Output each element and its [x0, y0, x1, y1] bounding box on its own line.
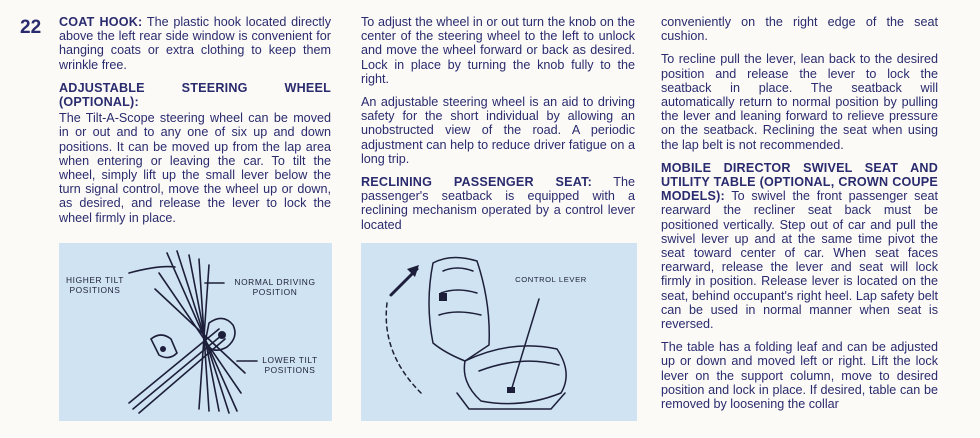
- steering-wheel-text: The Tilt-A-Scope steering wheel can be moved in or out and to any one of six up and down positions. It can be moved up from the lap area when entering or leaving the car. To tilt the wheel, simply lift up the small lever below the turn signal control, move the wheel up or down, as desired, and release the lever to lock the wheel firmly in place.: [59, 111, 331, 225]
- steering-wheel-drawing: [59, 243, 332, 421]
- seatback-outline: [429, 257, 489, 361]
- control-lever-pointer: [511, 299, 539, 391]
- steering-wheel-heading: ADJUSTABLE STEERING WHEEL (OPTIONAL):: [59, 80, 331, 110]
- column-3: [661, 15, 938, 420]
- seatback-stitch-2: [441, 290, 477, 293]
- swivel-seat-heading: MOBILE DIRECTOR SWIVEL SEAT AND UTILITY TABLE (OPTIONAL, CROWN COUPE MODELS):: [661, 160, 938, 204]
- swivel-seat-paragraph: [661, 161, 938, 331]
- side-knob: [439, 293, 447, 301]
- lever-handle: [507, 387, 515, 393]
- reclining-seat-heading: RECLINING PASSENGER SEAT:: [361, 175, 592, 190]
- utility-table-paragraph: The table has a folding leaf and can be adjusted up or down and moved left or right. Lift the lock lever on the support column, move to desired position and lock in place. If desired, table can be removed by loosening the collar: [661, 340, 938, 412]
- reclining-seat-text: The passenger's seatback is equipped with a reclining mechanism operated by a control lever located: [361, 175, 635, 232]
- seatback-stitch-1: [443, 268, 473, 271]
- recline-arc: [386, 303, 421, 393]
- recline-instructions-paragraph: To recline pull the lever, lean back to the desired position and release the lever to lock the seatback in place. The seatback will automatically return to normal position by pulling the lever and leaning forward to relieve pressure on the seatback. Reclining the seat when using the lap belt is not recommended.: [661, 52, 938, 152]
- steering-wheel-illustration: [59, 243, 332, 421]
- coat-hook-heading: COAT HOOK:: [59, 15, 143, 29]
- seat-base: [457, 393, 565, 409]
- seatback-stitch-3: [439, 312, 481, 315]
- column-2: [361, 15, 635, 241]
- lower-tilt-label: LOWER TILT POSITIONS: [262, 355, 318, 375]
- page-number: 22: [20, 17, 42, 38]
- adjust-wheel-paragraph: To adjust the wheel in or out turn the knob on the center of the steering wheel to the left to unlock and move the wheel forward or back as desired. Lock in place by turning the knob fully to the right.: [361, 15, 635, 86]
- coat-hook-paragraph: [59, 15, 331, 72]
- column-1: [59, 15, 331, 234]
- driving-safety-paragraph: An adjustable steering wheel is an aid to driving safety for the short individual by allowing an unobstructed view of the road. A periodic adjustment can help to reduce driver fatigue on a long trip.: [361, 95, 635, 166]
- spoke-knob: [160, 346, 166, 352]
- higher-pointer: [129, 267, 175, 273]
- normal-driving-label: NORMAL DRIVING POSITION: [234, 277, 316, 297]
- swivel-seat-text: To swivel the front passenger seat rearward the recliner seat back must be positioned vertically. Step out of car and pull the swivel lever up and at the same time pivot the seat toward center of car. When seat faces rearward, release the lever and seat will lock firmly in position. Release lever is located on the seat, behind occupant's right heel. Lap safety belt can be used in normal manner when seat is reversed.: [661, 189, 938, 332]
- hub-knob: [218, 331, 226, 339]
- control-lever-label: CONTROL LEVER: [515, 275, 587, 284]
- coat-hook-text: The plastic hook located directly above the left rear side window is convenient for hanging coats or extra clothing to keep them wrinkle free.: [59, 15, 331, 72]
- reclining-seat-paragraph: [361, 175, 635, 232]
- reclining-seat-illustration: [361, 243, 637, 421]
- higher-tilt-label: HIGHER TILT POSITIONS: [66, 275, 124, 295]
- seat-cushion-paragraph: conveniently on the right edge of the seat cushion.: [661, 15, 938, 44]
- seat-drawing: [361, 243, 637, 421]
